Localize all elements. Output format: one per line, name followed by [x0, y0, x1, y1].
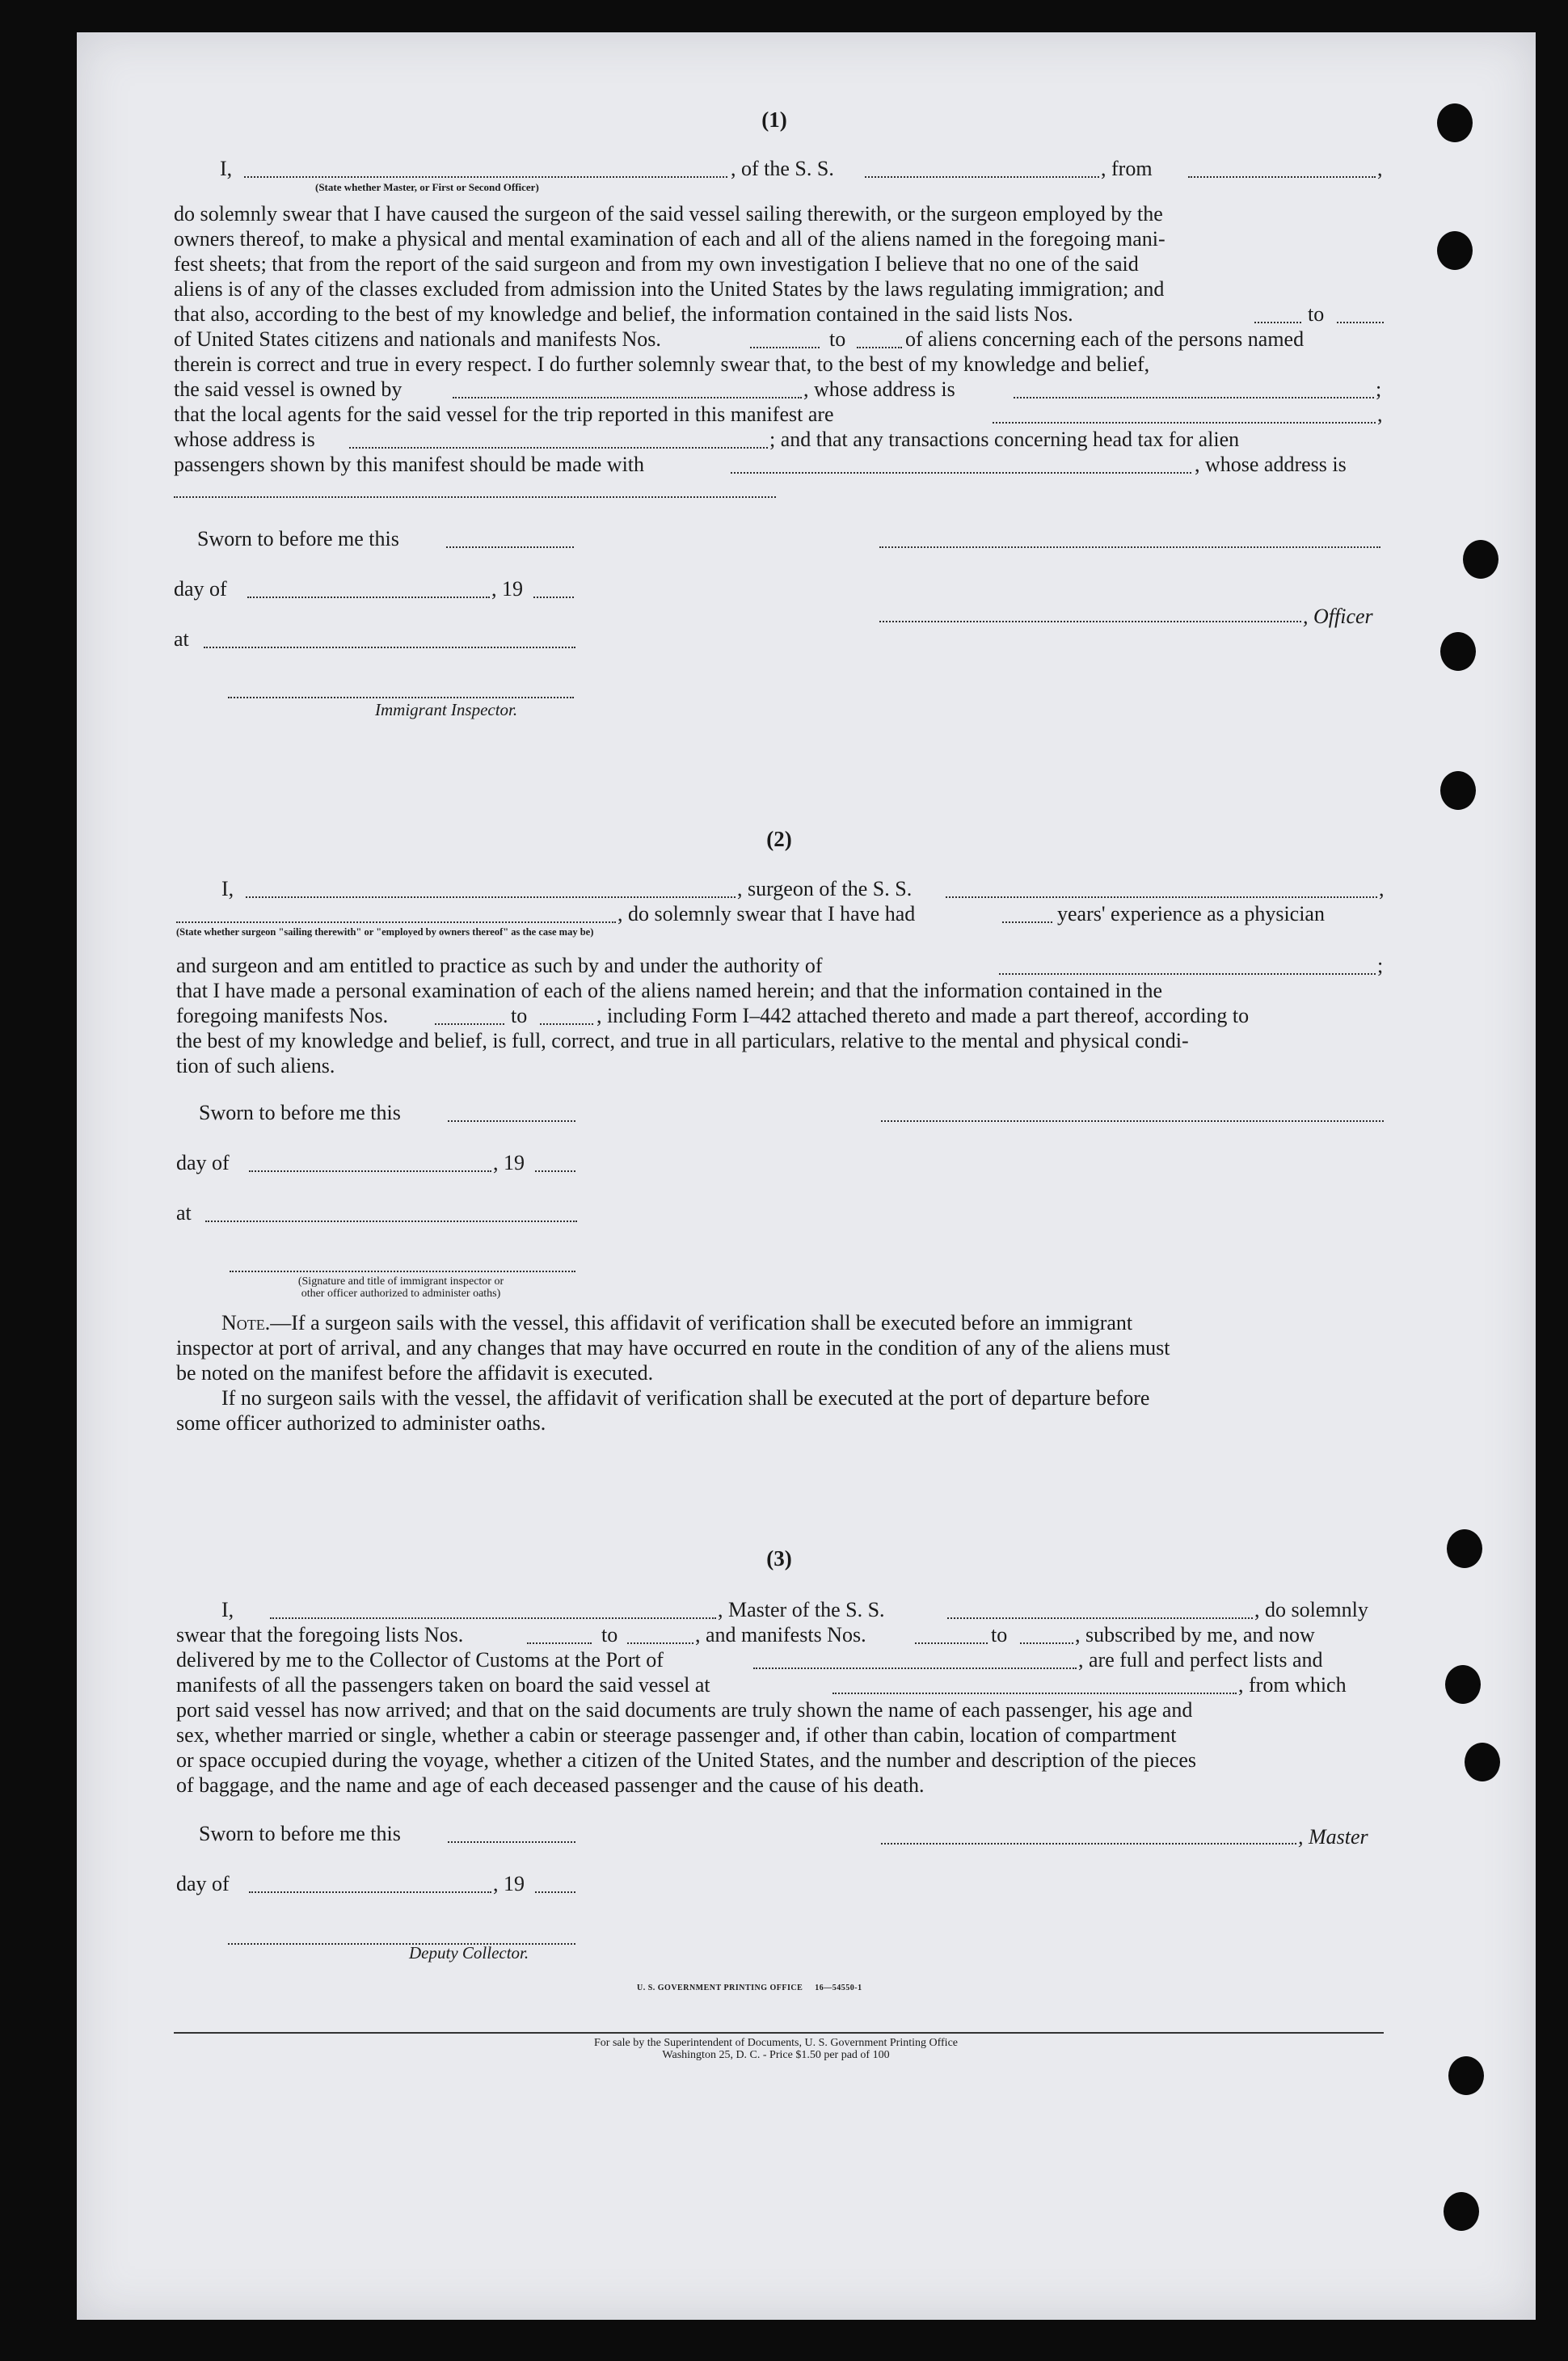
s2-signature-caption-line: (Signature and title of immigrant inspector or	[297, 1275, 504, 1288]
sale-notice-line: Washington 25, D. C. - Price $1.50 per pad of 100	[662, 2049, 890, 2061]
s1-agents-address-label: whose address is	[174, 428, 315, 451]
gpo-imprint: U. S. GOVERNMENT PRINTING OFFICE 16—54550-1	[637, 1984, 862, 1992]
s2-semicolon: ;	[1377, 954, 1384, 977]
s1-inspector-signature[interactable]	[228, 697, 574, 698]
s1-to-label: to	[829, 327, 846, 351]
s2-para-line: , including Form I–442 attached thereto and made a part thereof, according to	[596, 1004, 1250, 1027]
s1-address-label: , whose address is	[1195, 453, 1347, 476]
s1-para-line: fest sheets; that from the report of the said surgeon and from my own investigation I believe that no one of the said	[174, 252, 1139, 276]
s1-inspector-label: Immigrant Inspector.	[375, 700, 518, 719]
s1-agents-label: that the local agents for the said vessel for the trip reported in this manifest are	[174, 403, 834, 426]
s3-para-line: , subscribed by me, and now	[1075, 1623, 1315, 1646]
s3-to-label: to	[991, 1623, 1008, 1646]
s1-sworn-label: Sworn to before me this	[197, 527, 399, 550]
punch-hole	[1440, 771, 1476, 810]
s1-lists-to-field[interactable]	[1337, 322, 1384, 323]
s1-para-line: do solemnly swear that I have caused the surgeon of the said vessel sailing therewith, or the surgeon employed by the	[174, 202, 1163, 226]
s2-swear-label: , do solemnly swear that I have had	[618, 902, 916, 925]
s3-boarded-field[interactable]	[832, 1693, 1237, 1694]
s2-surgeon-label: , surgeon of the S. S.	[737, 877, 913, 900]
sale-notice-line: For sale by the Superintendent of Documents, U. S. Government Printing Office	[594, 2037, 958, 2049]
s2-day-of-label: day of	[176, 1151, 230, 1174]
s3-year-label: , 19	[493, 1872, 525, 1895]
s2-note-line: inspector at port of arrival, and any changes that may have occurred en route in the condition of any of the aliens must	[176, 1336, 1170, 1360]
s2-to-label: to	[511, 1004, 528, 1027]
footer-rule	[174, 2032, 1384, 2034]
s3-port-field[interactable]	[753, 1667, 1077, 1669]
s2-at-label: at	[176, 1201, 192, 1225]
section-2-number: (2)	[766, 827, 792, 851]
s2-comma: ,	[1379, 877, 1385, 900]
punch-hole	[1437, 103, 1473, 142]
s2-years-label: years' experience as a physician	[1057, 902, 1325, 925]
s2-note-line: be noted on the manifest before the affidavit is executed.	[176, 1361, 654, 1385]
s3-deputy-label: Deputy Collector.	[409, 1943, 529, 1963]
s1-vessel-name-field[interactable]	[865, 176, 1099, 178]
punch-hole	[1465, 1743, 1500, 1781]
s3-month-field[interactable]	[249, 1891, 491, 1893]
s1-sworn-date-field[interactable]	[446, 546, 574, 548]
s3-to-label: to	[601, 1623, 618, 1646]
s2-i-label: I,	[221, 877, 234, 900]
s1-owner-address-field[interactable]	[1014, 397, 1374, 398]
s3-para-line: of baggage, and the name and age of each deceased passenger and the cause of his death.	[176, 1773, 925, 1797]
s1-at-label: at	[174, 627, 189, 651]
s1-at-field[interactable]	[204, 647, 575, 648]
s3-para-line: port said vessel has now arrived; and that on the said documents are truly shown the name of each passenger, his age and	[176, 1698, 1193, 1722]
s3-para-line: or space occupied during the voyage, whether a citizen of the United States, and the number and description of the pieces	[176, 1748, 1197, 1772]
s1-rank-caption: (State whether Master, or First or Second Officer)	[315, 181, 539, 193]
s1-comma: ,	[1377, 157, 1383, 180]
s1-head-tax-field[interactable]	[731, 472, 1191, 474]
s1-lists-from-field[interactable]	[1254, 322, 1301, 323]
s1-officer-field[interactable]	[879, 621, 1301, 622]
s1-vessel-label: , of the S. S.	[731, 157, 834, 180]
s1-address-label: , whose address is	[803, 377, 955, 401]
s2-para-line: that I have made a personal examination of each of the aliens named herein; and that the information contained in the	[176, 979, 1163, 1002]
s2-authority-field[interactable]	[999, 973, 1376, 975]
s2-status-caption: (State whether surgeon "sailing therewith" or "employed by owners thereof" as the case may be)	[176, 926, 594, 938]
s2-month-field[interactable]	[249, 1170, 491, 1172]
s3-para-line: , are full and perfect lists and	[1078, 1648, 1323, 1672]
punch-hole	[1445, 1665, 1481, 1704]
s3-manifests-from-field[interactable]	[915, 1642, 988, 1644]
s3-manifests-to-field[interactable]	[1020, 1642, 1073, 1644]
s2-inspector-signature[interactable]	[230, 1271, 575, 1272]
s3-para-line: sex, whether married or single, whether a cabin or steerage passenger and, if other than cabin, location of compartment	[176, 1723, 1177, 1747]
s1-i-label: I,	[220, 157, 233, 180]
punch-hole	[1440, 632, 1476, 671]
s1-para-line: that also, according to the best of my knowledge and belief, the information contained in the said lists Nos.	[174, 302, 1073, 326]
s3-para-line: , from which	[1238, 1673, 1347, 1697]
s3-i-label: I,	[221, 1598, 234, 1621]
s3-sworn-label: Sworn to before me this	[199, 1822, 401, 1845]
punch-hole	[1448, 2056, 1484, 2095]
s3-sworn-date-field[interactable]	[448, 1841, 575, 1843]
section-3-number: (3)	[766, 1546, 792, 1570]
s1-head-tax-label: passengers shown by this manifest should be made with	[174, 453, 645, 476]
s1-year-field[interactable]	[533, 597, 574, 598]
s1-agents-field[interactable]	[993, 422, 1376, 424]
s2-signature-caption	[223, 1275, 579, 1300]
s2-years-field[interactable]	[1002, 921, 1052, 923]
s3-master-signature[interactable]	[881, 1843, 1296, 1845]
s2-year-label: , 19	[493, 1151, 525, 1174]
s1-comma: ,	[1377, 403, 1383, 426]
s3-year-field[interactable]	[535, 1891, 575, 1893]
s2-manifests-label: foregoing manifests Nos.	[176, 1004, 389, 1027]
s1-from-label: , from	[1101, 157, 1153, 180]
s2-note-line	[221, 1311, 1132, 1335]
s1-manifests-to-field[interactable]	[857, 347, 902, 348]
s2-status-field[interactable]	[176, 921, 616, 923]
s1-officer-label: , Officer	[1303, 605, 1373, 628]
s2-para-line: the best of my knowledge and belief, is full, correct, and true in all particulars, relative to the mental and physical condi-	[176, 1029, 1189, 1052]
s2-para-line: tion of such aliens.	[176, 1054, 335, 1077]
s1-to-label: to	[1308, 302, 1325, 326]
s2-note-text: —If a surgeon sails with the vessel, this affidavit of verification shall be executed before an immigrant	[270, 1311, 1133, 1334]
s2-signature-line[interactable]	[881, 1120, 1384, 1122]
s3-swear-label: , do solemnly	[1254, 1598, 1368, 1621]
s2-note-line: some officer authorized to administer oaths.	[176, 1411, 546, 1435]
s1-para-line: of aliens concerning each of the persons named	[905, 327, 1305, 351]
s1-para-line: ; and that any transactions concerning head tax for alien	[769, 428, 1240, 451]
s1-year-label: , 19	[491, 577, 523, 601]
s3-lists-to-field[interactable]	[627, 1642, 693, 1644]
s2-sworn-date-field[interactable]	[448, 1120, 575, 1122]
s3-master-name-field[interactable]	[270, 1617, 716, 1619]
s1-day-of-label: day of	[174, 577, 227, 601]
s3-master-sig-label: , Master	[1298, 1825, 1368, 1849]
s2-authority-label: and surgeon and am entitled to practice as such by and under the authority of	[176, 954, 823, 977]
s1-signature-line[interactable]	[879, 546, 1380, 548]
s1-owned-label: the said vessel is owned by	[174, 377, 403, 401]
s2-sworn-label: Sworn to before me this	[199, 1101, 401, 1124]
punch-hole	[1463, 540, 1498, 579]
punch-hole	[1437, 231, 1473, 270]
s2-note-label: Note.	[221, 1311, 271, 1334]
s3-master-label: , Master of the S. S.	[718, 1598, 885, 1621]
s3-boarded-label: manifests of all the passengers taken on board the said vessel at	[176, 1673, 710, 1697]
s2-signature-caption-line: other officer authorized to administer oaths)	[301, 1288, 501, 1300]
s1-para-line: of United States citizens and nationals and manifests Nos.	[174, 327, 661, 351]
s2-at-field[interactable]	[205, 1221, 577, 1222]
s3-day-of-label: day of	[176, 1872, 230, 1895]
s2-vessel-field[interactable]	[946, 896, 1377, 898]
punch-hole	[1447, 1529, 1482, 1568]
s3-lists-from-field[interactable]	[527, 1642, 592, 1644]
s1-head-tax-address-field[interactable]	[174, 496, 776, 498]
sale-notice	[453, 2037, 1099, 2061]
s1-manifests-from-field[interactable]	[750, 347, 820, 348]
s1-owner-field[interactable]	[453, 397, 802, 398]
s1-para-line: therein is correct and true in every respect. I do further solemnly swear that, to the best of my knowledge and belief,	[174, 352, 1150, 376]
punch-hole	[1444, 2192, 1479, 2231]
s3-vessel-field[interactable]	[947, 1617, 1253, 1619]
s1-para-line: owners thereof, to make a physical and mental examination of each and all of the aliens named in the foregoing mani-	[174, 227, 1165, 251]
s1-month-field[interactable]	[247, 597, 490, 598]
s2-year-field[interactable]	[535, 1170, 575, 1172]
s2-surgeon-name-field[interactable]	[246, 896, 736, 898]
s1-agents-address-field[interactable]	[349, 447, 768, 449]
s2-manifests-to-field[interactable]	[540, 1023, 593, 1025]
s3-lists-label: swear that the foregoing lists Nos.	[176, 1623, 464, 1646]
section-1-number: (1)	[761, 108, 787, 132]
s3-manifests-label: , and manifests Nos.	[695, 1623, 866, 1646]
s1-from-port-field[interactable]	[1188, 176, 1376, 178]
s1-officer-rank-field[interactable]	[244, 176, 727, 178]
s2-note-line: If no surgeon sails with the vessel, the affidavit of verification shall be executed at the port of departure before	[221, 1386, 1150, 1410]
s1-para-line: aliens is of any of the classes excluded from admission into the United States by the laws regulating immigration; and	[174, 277, 1165, 301]
s3-port-label: delivered by me to the Collector of Customs at the Port of	[176, 1648, 664, 1672]
s1-semicolon: ;	[1376, 377, 1382, 401]
s2-manifests-from-field[interactable]	[435, 1023, 504, 1025]
